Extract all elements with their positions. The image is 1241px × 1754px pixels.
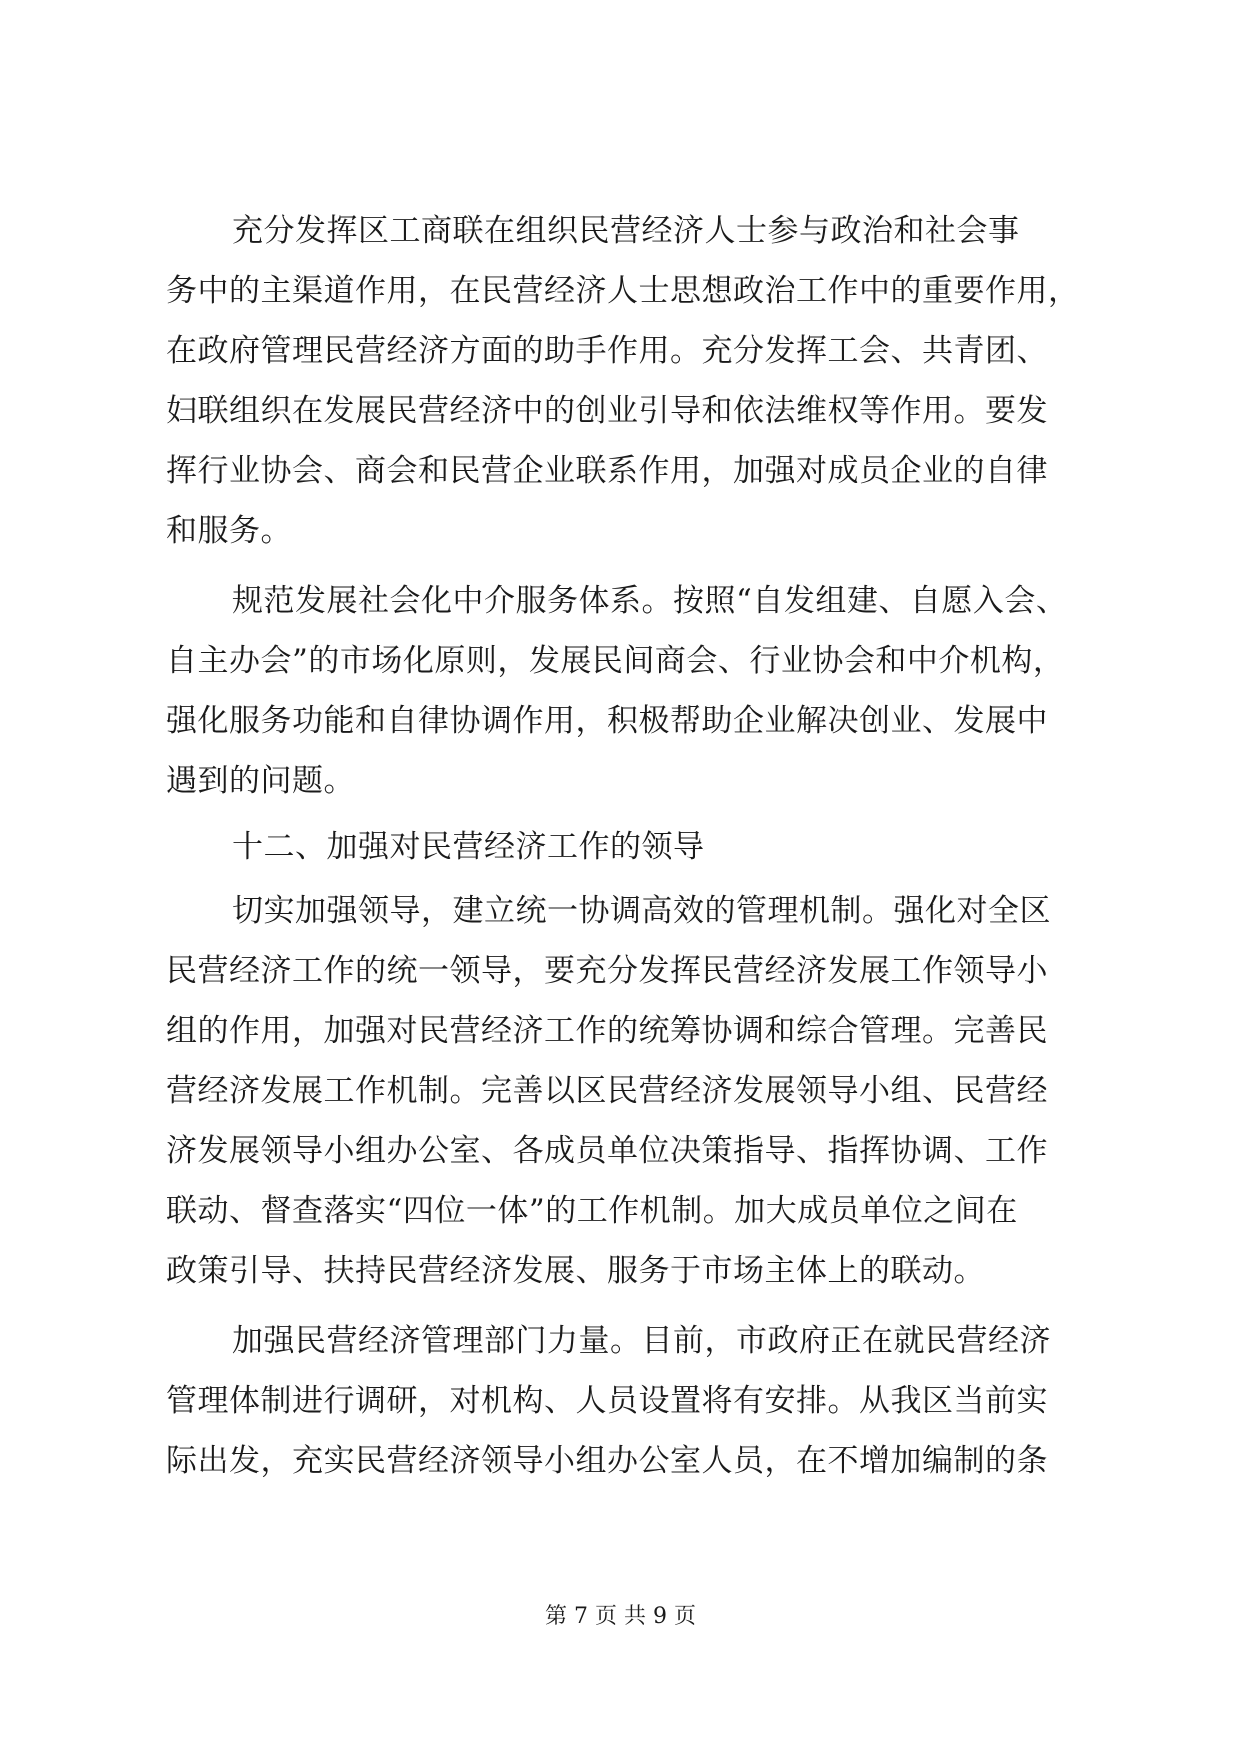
body-text-line: 切实加强领导，建立统一协调高效的管理机制。强化对全区 [232, 893, 1051, 929]
body-text-line: 挥行业协会、商会和民营企业联系作用，加强对成员企业的自律 [166, 453, 1048, 489]
body-text-line: 民营经济工作的统一领导，要充分发挥民营经济发展工作领导小 [166, 953, 1048, 989]
body-text-line: 强化服务功能和自律协调作用，积极帮助企业解决创业、发展中 [166, 703, 1048, 739]
body-text-line: 和服务。 [166, 513, 292, 549]
body-text-line: 加强民营经济管理部门力量。目前，市政府正在就民营经济 [232, 1323, 1051, 1359]
body-text-line: 规范发展社会化中介服务体系。按照“自发组建、自愿入会、 [232, 583, 1068, 619]
body-text-line: 际出发，充实民营经济领导小组办公室人员，在不增加编制的条 [166, 1443, 1048, 1479]
page-number-footer: 第 7 页 共 9 页 [545, 1604, 696, 1629]
body-text-line: 济发展领导小组办公室、各成员单位决策指导、指挥协调、工作 [166, 1133, 1048, 1169]
section-heading: 十二、加强对民营经济工作的领导 [232, 829, 705, 865]
body-text-line: 管理体制进行调研，对机构、人员设置将有安排。从我区当前实 [166, 1383, 1048, 1419]
body-text-line: 自主办会”的市场化原则，发展民间商会、行业协会和中介机构， [166, 643, 1065, 679]
body-text-line: 充分发挥区工商联在组织民营经济人士参与政治和社会事 [232, 213, 1020, 249]
body-text-line: 遇到的问题。 [166, 763, 355, 799]
body-text-line: 务中的主渠道作用，在民营经济人士思想政治工作中的重要作用， [166, 273, 1080, 309]
body-text-line: 政策引导、扶持民营经济发展、服务于市场主体上的联动。 [166, 1253, 985, 1289]
body-text-line: 组的作用，加强对民营经济工作的统筹协调和综合管理。完善民 [166, 1013, 1048, 1049]
body-text-line: 营经济发展工作机制。完善以区民营经济发展领导小组、民营经 [166, 1073, 1048, 1109]
body-text-line: 联动、督查落实“四位一体”的工作机制。加大成员单位之间在 [166, 1193, 1018, 1229]
body-text-line: 妇联组织在发展民营经济中的创业引导和依法维权等作用。要发 [166, 393, 1048, 429]
body-text-line: 在政府管理民营经济方面的助手作用。充分发挥工会、共青团、 [166, 333, 1048, 369]
